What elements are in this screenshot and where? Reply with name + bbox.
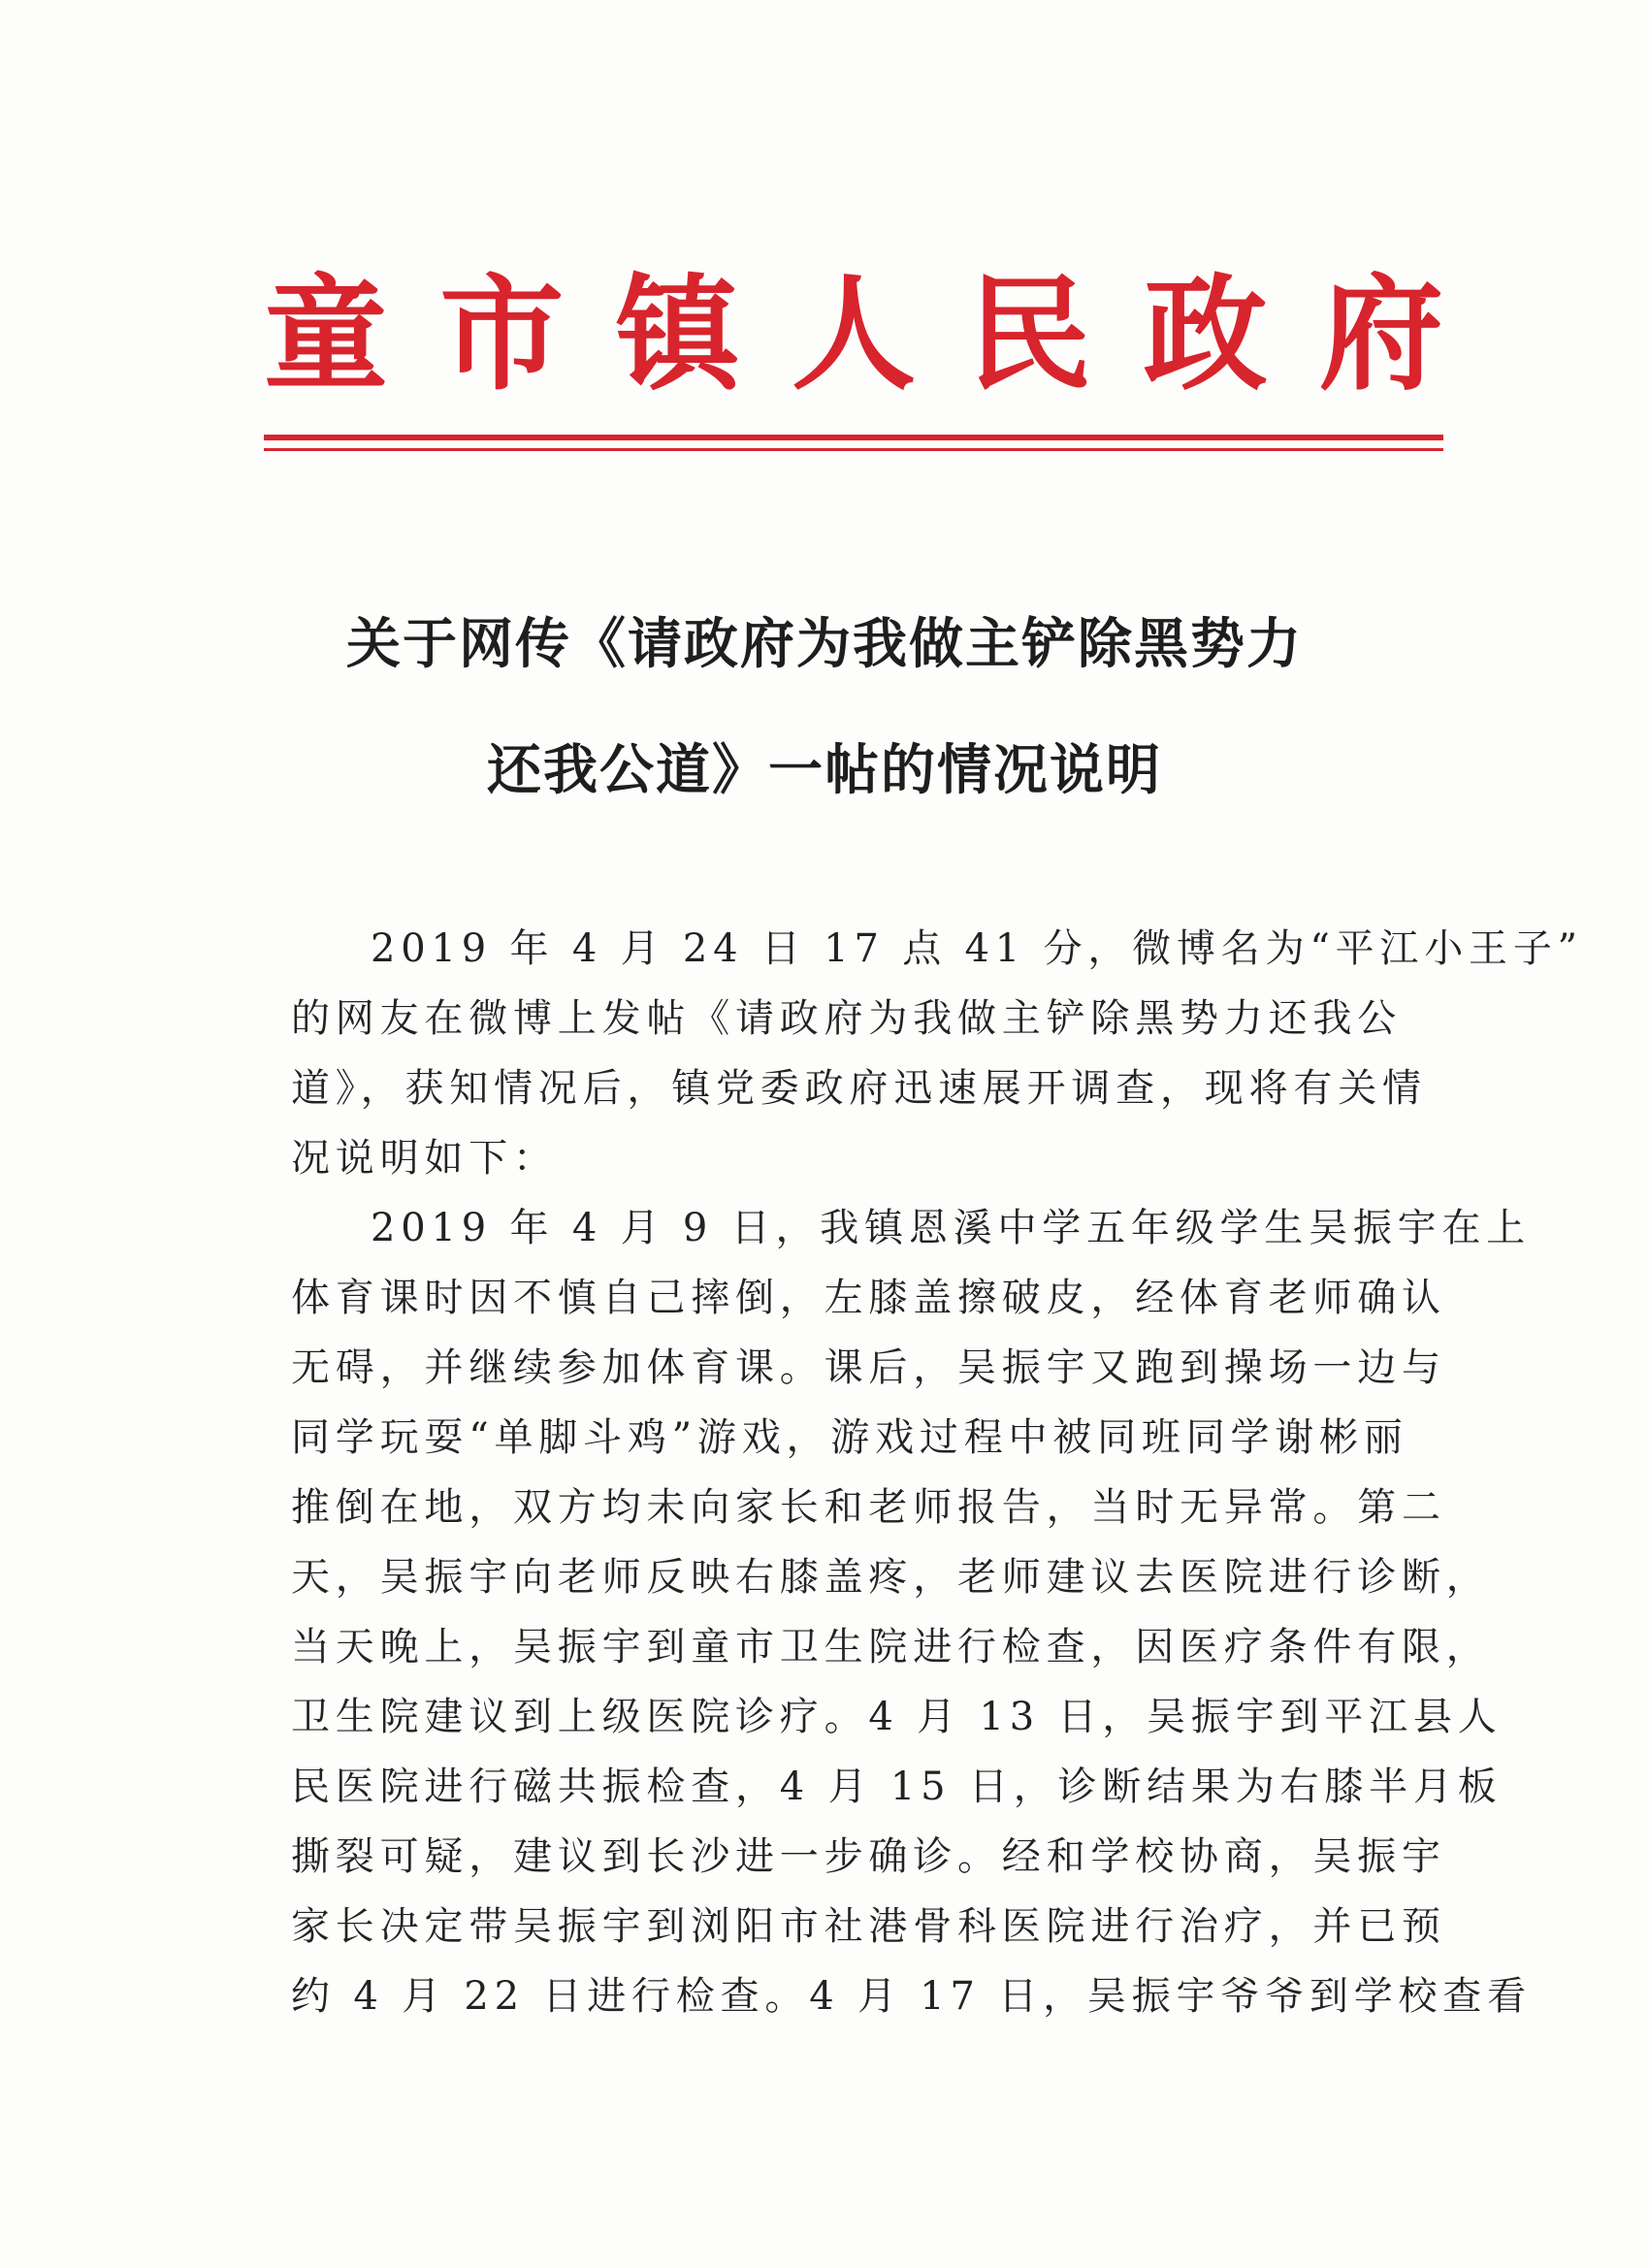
paragraph-line: 的网友在微博上发帖《请政府为我做主铲除黑势力还我公 bbox=[291, 996, 1402, 1041]
paragraph-line: 道》，获知情况后，镇党委政府迅速展开调查，现将有关情 bbox=[291, 1066, 1427, 1111]
letterhead-divider-thin bbox=[264, 448, 1443, 451]
paragraph-line: 当天晚上，吴振宇到童市卫生院进行检查，因医疗条件有限， bbox=[291, 1625, 1491, 1669]
paragraph-line: 同学玩耍“单脚斗鸡”游戏，游戏过程中被同班同学谢彬丽 bbox=[291, 1415, 1408, 1460]
document-title-line-2: 还我公道》一帖的情况说明 bbox=[487, 739, 1162, 802]
letterhead-char: 人 bbox=[791, 262, 916, 407]
paragraph-line: 推倒在地，双方均未向家长和老师报告，当时无异常。第二 bbox=[291, 1485, 1446, 1530]
paragraph-line: 卫生院建议到上级医院诊疗。4 月 13 日，吴振宇到平江县人 bbox=[291, 1695, 1503, 1739]
paragraph-line: 无碍，并继续参加体育课。课后，吴振宇又跑到操场一边与 bbox=[291, 1345, 1446, 1390]
letterhead-divider-thick bbox=[264, 435, 1443, 440]
letterhead-char: 政 bbox=[1143, 262, 1268, 407]
letterhead-char: 镇 bbox=[615, 262, 740, 407]
paragraph-line: 约 4 月 22 日进行检查。4 月 17 日，吴振宇爷爷到学校查看 bbox=[291, 1974, 1532, 2019]
paragraph-line: 撕裂可疑，建议到长沙进一步确诊。经和学校协商，吴振宇 bbox=[291, 1834, 1446, 1879]
paragraph-line: 2019 年 4 月 24 日 17 点 41 分，微博名为“平江小王子” bbox=[371, 926, 1583, 971]
letterhead-char: 民 bbox=[967, 262, 1092, 407]
paragraph-line: 民医院进行磁共振检查，4 月 15 日，诊断结果为右膝半月板 bbox=[291, 1765, 1503, 1809]
paragraph-line: 况说明如下： bbox=[291, 1136, 558, 1181]
paragraph-line: 体育课时因不慎自己摔倒，左膝盖擦破皮，经体育老师确认 bbox=[291, 1276, 1446, 1320]
paragraph-line: 天，吴振宇向老师反映右膝盖疼，老师建议去医院进行诊断， bbox=[291, 1555, 1491, 1600]
paragraph-line: 2019 年 4 月 9 日，我镇恩溪中学五年级学生吴振宇在上 bbox=[371, 1206, 1532, 1250]
paragraph-line: 家长决定带吴振宇到浏阳市社港骨科医院进行治疗，并已预 bbox=[291, 1904, 1446, 1949]
letterhead-title bbox=[264, 252, 1443, 417]
letterhead-char: 府 bbox=[1318, 262, 1443, 407]
document-title-line-1: 关于网传《请政府为我做主铲除黑势力 bbox=[346, 613, 1303, 676]
letterhead-char: 市 bbox=[439, 262, 565, 407]
letterhead-char: 童 bbox=[264, 262, 389, 407]
